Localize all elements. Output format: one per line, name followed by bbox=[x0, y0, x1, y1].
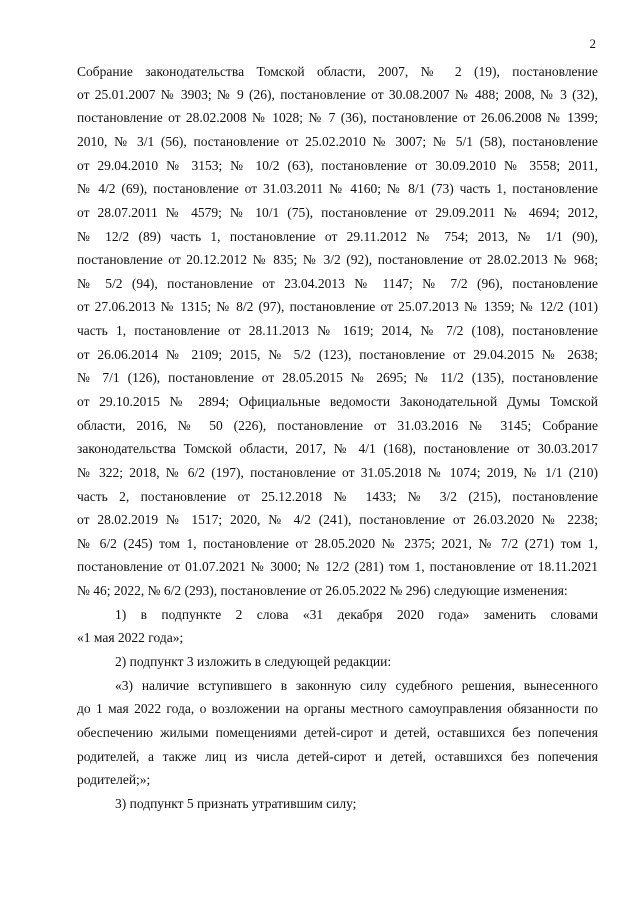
text-line: от 29.04.2010 № 3153; № 10/2 (63), постановление от 30.09.2010 № 3558; 2011, bbox=[77, 158, 598, 173]
quoted-text-line: «3) наличие вступившего в законную силу судебного решения, вынесенного bbox=[115, 678, 598, 693]
list-item-text: 3) подпункт 5 признать утратившим силу; bbox=[115, 796, 357, 811]
text-line: № 46; 2022, № 6/2 (293), постановление от 26.05.2022 № 296) следующие изменения: bbox=[77, 583, 568, 598]
quoted-text-line: до 1 мая 2022 года, о возложении на органы местного самоуправления обязанности по bbox=[77, 701, 598, 716]
text-line: постановление от 28.02.2008 № 1028; № 7 (36), постановление от 26.06.2008 № 1399; bbox=[77, 110, 598, 125]
text-line: часть 2, постановление от 25.12.2018 № 1433; № 3/2 (215), постановление bbox=[77, 489, 598, 504]
quoted-text-line: обеспечению жилыми помещениями детей-сирот и детей, оставшихся без попечения bbox=[77, 725, 598, 740]
text-line: от 29.10.2015 № 2894; Официальные ведомости Законодательной Думы Томской bbox=[77, 394, 598, 409]
text-line: № 12/2 (89) часть 1, постановление от 29.11.2012 № 754; 2013, № 1/1 (90), bbox=[77, 229, 598, 244]
text-line: № 322; 2018, № 6/2 (197), постановление от 31.05.2018 № 1074; 2019, № 1/1 (210) bbox=[77, 465, 598, 480]
text-line: от 26.06.2014 № 2109; 2015, № 5/2 (123), постановление от 29.04.2015 № 2638; bbox=[77, 347, 598, 362]
list-item-text: 2) подпункт 3 изложить в следующей редакции: bbox=[115, 654, 392, 669]
list-item-text: «1 мая 2022 года»; bbox=[77, 630, 184, 645]
text-line: часть 1, постановление от 28.11.2013 № 1619; 2014, № 7/2 (108), постановление bbox=[77, 323, 598, 338]
page-number: 2 bbox=[589, 36, 596, 51]
text-line: постановление от 20.12.2012 № 835; № 3/2 (92), постановление от 28.02.2013 № 968; bbox=[77, 252, 598, 267]
text-line: от 28.02.2019 № 1517; 2020, № 4/2 (241), постановление от 26.03.2020 № 2238; bbox=[77, 512, 598, 527]
text-line: от 27.06.2013 № 1315; № 8/2 (97), постановление от 25.07.2013 № 1359; № 12/2 (101) bbox=[77, 299, 598, 314]
text-line: постановление от 01.07.2021 № 3000; № 12/2 (281) том 1, постановление от 18.11.2021 bbox=[77, 559, 598, 574]
text-line: № 7/1 (126), постановление от 28.05.2015 № 2695; № 11/2 (135), постановление bbox=[77, 370, 598, 385]
text-line: законодательства Томской области, 2017, № 4/1 (168), постановление от 30.03.2017 bbox=[77, 441, 598, 456]
text-line: № 6/2 (245) том 1, постановление от 28.05.2020 № 2375; 2021, № 7/2 (271) том 1, bbox=[77, 536, 598, 551]
text-line: от 28.07.2011 № 4579; № 10/1 (75), постановление от 29.09.2011 № 4694; 2012, bbox=[77, 205, 598, 220]
text-line: 2010, № 3/1 (56), постановление от 25.02.2010 № 3007; № 5/1 (58), постановление bbox=[77, 134, 598, 149]
text-line: № 4/2 (69), постановление от 31.03.2011 № 4160; № 8/1 (73) часть 1, постановление bbox=[77, 181, 598, 196]
text-line: от 25.01.2007 № 3903; № 9 (26), постановление от 30.08.2007 № 488; 2008, № 3 (32), bbox=[77, 87, 598, 102]
text-line: области, 2016, № 50 (226), постановление от 31.03.2016 № 3145; Собрание bbox=[77, 418, 598, 433]
text-line: № 5/2 (94), постановление от 23.04.2013 № 1147; № 7/2 (96), постановление bbox=[77, 276, 598, 291]
quoted-text-line: родителей;»; bbox=[77, 772, 151, 787]
text-line: Собрание законодательства Томской области, 2007, № 2 (19), постановление bbox=[77, 64, 598, 79]
list-item-text: 1) в подпункте 2 слова «31 декабря 2020 года» заменить словами bbox=[115, 607, 598, 622]
quoted-text-line: родителей, а также лиц из числа детей-сирот и детей, оставшихся без попечения bbox=[77, 749, 598, 764]
